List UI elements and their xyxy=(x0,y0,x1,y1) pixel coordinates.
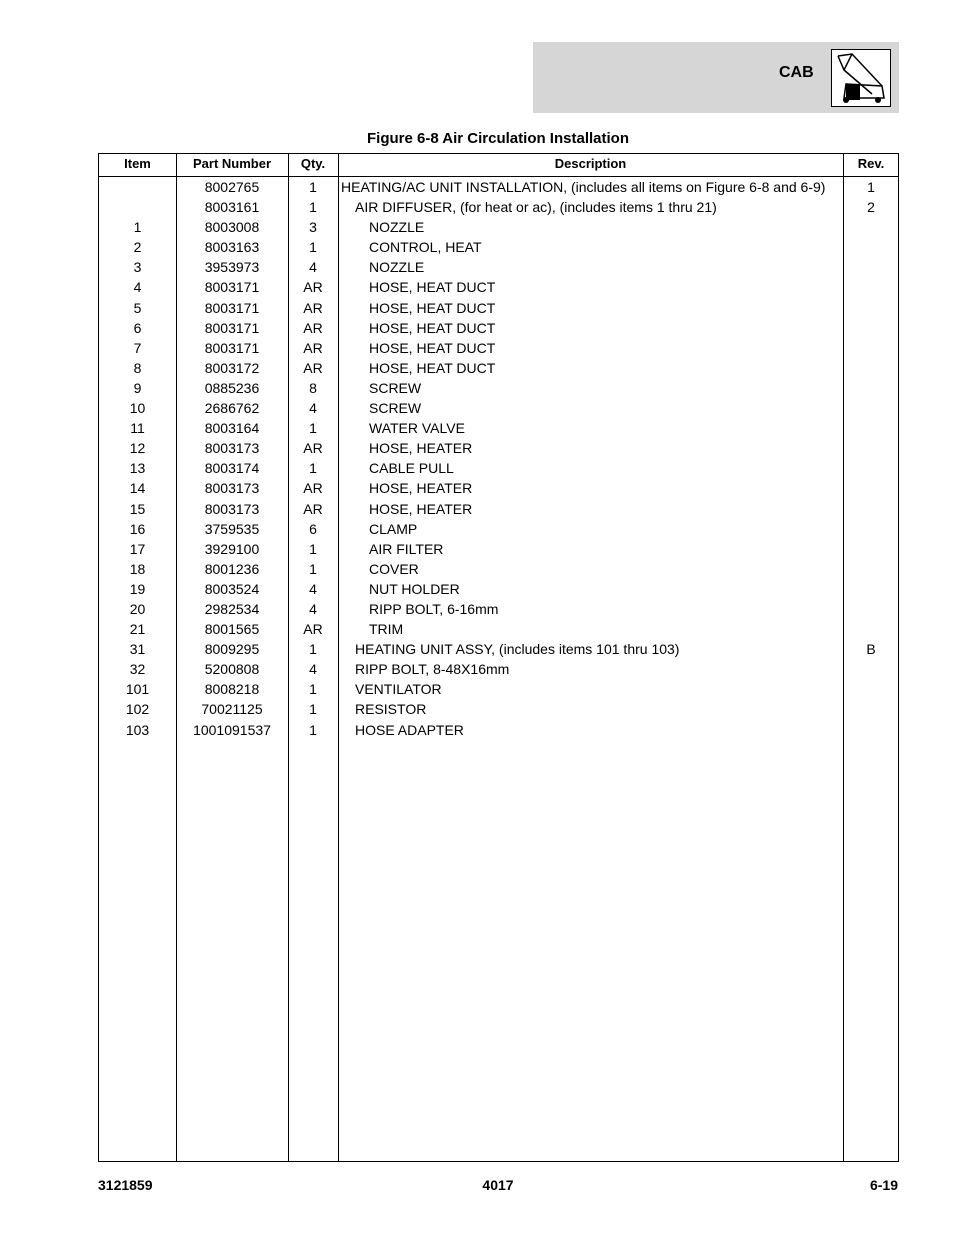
footer-publication-number: 3121859 xyxy=(98,1177,153,1193)
qty-cell: AR xyxy=(303,359,323,376)
item-cell: 2 xyxy=(133,239,142,256)
item-cell: 17 xyxy=(129,540,146,557)
part-number-cell: 8001565 xyxy=(204,621,260,638)
table-row xyxy=(99,237,898,257)
part-number-cell: 3929100 xyxy=(204,540,260,557)
scissor-lift-cab-icon xyxy=(831,49,891,107)
item-cell: 3 xyxy=(133,259,142,276)
qty-cell: AR xyxy=(303,299,323,316)
item-cell: 15 xyxy=(129,500,146,517)
part-number-cell: 0885236 xyxy=(204,379,260,396)
table-row xyxy=(99,499,898,519)
footer-model: 4017 xyxy=(482,1177,514,1193)
part-number-cell: 8003174 xyxy=(204,460,260,477)
item-cell: 4 xyxy=(133,279,142,296)
item-cell: 31 xyxy=(129,641,146,658)
description-cell: RIPP BOLT, 6-16mm xyxy=(369,600,499,617)
item-cell: 16 xyxy=(129,520,146,537)
part-number-cell: 1001091537 xyxy=(193,721,271,738)
table-row xyxy=(99,277,898,297)
qty-cell: 4 xyxy=(309,661,317,678)
table-row xyxy=(99,619,898,639)
part-number-cell: 8009295 xyxy=(204,641,260,658)
table-row xyxy=(99,679,898,699)
qty-cell: 1 xyxy=(309,540,317,557)
qty-cell: 4 xyxy=(309,580,317,597)
description-cell: HOSE, HEATER xyxy=(369,440,473,457)
qty-cell: 1 xyxy=(309,199,317,216)
column-header-rev: Rev. xyxy=(857,156,885,171)
qty-cell: 1 xyxy=(309,179,317,195)
table-row xyxy=(99,378,898,398)
part-number-cell: 8003173 xyxy=(204,440,260,457)
description-cell: TRIM xyxy=(369,621,404,638)
qty-cell: 6 xyxy=(309,520,317,537)
item-cell: 10 xyxy=(129,400,146,417)
description-cell: WATER VALVE xyxy=(369,420,465,437)
item-cell: 12 xyxy=(129,440,146,457)
qty-cell: AR xyxy=(303,319,323,336)
section-title: CAB xyxy=(779,64,814,81)
item-cell: 21 xyxy=(129,621,146,638)
table-row xyxy=(99,539,898,559)
description-cell: HOSE, HEAT DUCT xyxy=(369,319,496,336)
part-number-cell: 2982534 xyxy=(204,600,260,617)
qty-cell: 4 xyxy=(309,600,317,617)
part-number-cell: 8002765 xyxy=(204,179,260,195)
table-row xyxy=(99,338,898,358)
column-header-item: Item xyxy=(124,156,151,171)
qty-cell: AR xyxy=(303,440,323,457)
part-number-cell: 8003524 xyxy=(204,580,260,597)
part-number-cell: 8003171 xyxy=(204,299,260,316)
table-row xyxy=(99,659,898,679)
description-cell: HOSE, HEAT DUCT xyxy=(369,299,496,316)
description-cell: AIR DIFFUSER, (for heat or ac), (includes items 1 thru 21) xyxy=(355,199,717,216)
description-cell: HOSE, HEATER xyxy=(369,480,473,497)
item-cell: 9 xyxy=(133,379,142,396)
table-row xyxy=(99,418,898,438)
part-number-cell: 3759535 xyxy=(204,520,260,537)
item-cell: 8 xyxy=(133,359,142,376)
description-cell: CABLE PULL xyxy=(369,460,454,477)
qty-cell: 1 xyxy=(309,239,317,256)
qty-cell: 4 xyxy=(309,259,317,276)
item-cell: 5 xyxy=(133,299,142,316)
table-row xyxy=(99,438,898,458)
description-cell: NUT HOLDER xyxy=(369,580,460,597)
description-cell: CONTROL, HEAT xyxy=(369,239,482,256)
part-number-cell: 8003171 xyxy=(204,279,260,296)
qty-cell: 8 xyxy=(309,379,317,396)
part-number-cell: 8003164 xyxy=(204,420,260,437)
table-row xyxy=(99,519,898,539)
table-row xyxy=(99,257,898,277)
description-cell: COVER xyxy=(369,560,419,577)
footer-page-number: 6-19 xyxy=(869,1177,898,1193)
table-row xyxy=(99,217,898,237)
rev-cell: 2 xyxy=(867,199,875,216)
description-cell: HOSE ADAPTER xyxy=(355,721,464,738)
column-header-part-number: Part Number xyxy=(192,156,272,171)
column-header-qty: Qty. xyxy=(300,156,326,171)
table-body xyxy=(99,177,898,740)
part-number-cell: 5200808 xyxy=(204,661,260,678)
description-cell: RIPP BOLT, 8-48X16mm xyxy=(355,661,510,678)
qty-cell: AR xyxy=(303,480,323,497)
part-number-cell: 8008218 xyxy=(204,681,260,698)
qty-cell: AR xyxy=(303,621,323,638)
description-cell: HEATING/AC UNIT INSTALLATION, (includes all items on Figure 6-8 and 6-9) xyxy=(341,179,826,195)
part-number-cell: 2686762 xyxy=(204,400,260,417)
part-number-cell: 8001236 xyxy=(204,560,260,577)
table-row xyxy=(99,579,898,599)
description-cell: HOSE, HEATER xyxy=(369,500,473,517)
table-row xyxy=(99,639,898,659)
table-row xyxy=(99,398,898,418)
description-cell: NOZZLE xyxy=(369,219,425,236)
item-cell: 102 xyxy=(125,701,150,718)
item-cell: 7 xyxy=(133,339,142,356)
item-cell: 14 xyxy=(129,480,146,497)
part-number-cell: 8003171 xyxy=(204,319,260,336)
table-row xyxy=(99,458,898,478)
rev-cell: 1 xyxy=(867,179,875,195)
item-cell: 103 xyxy=(125,721,150,738)
item-cell: 6 xyxy=(133,319,142,336)
part-number-cell: 8003172 xyxy=(204,359,260,376)
description-cell: HOSE, HEAT DUCT xyxy=(369,279,496,296)
description-cell: SCREW xyxy=(369,379,422,396)
table-row xyxy=(99,559,898,579)
part-number-cell: 8003173 xyxy=(204,480,260,497)
item-cell: 20 xyxy=(129,600,146,617)
rev-cell: B xyxy=(866,641,876,658)
part-number-cell: 8003173 xyxy=(204,500,260,517)
table-row xyxy=(99,599,898,619)
qty-cell: AR xyxy=(303,279,323,296)
item-cell: 11 xyxy=(130,420,145,437)
qty-cell: 3 xyxy=(309,219,317,236)
table-row xyxy=(99,298,898,318)
qty-cell: 1 xyxy=(309,721,317,738)
part-number-cell: 8003008 xyxy=(204,219,260,236)
description-cell: RESISTOR xyxy=(355,701,427,718)
table-row xyxy=(99,699,898,719)
part-number-cell: 8003171 xyxy=(204,339,260,356)
description-cell: HOSE, HEAT DUCT xyxy=(369,359,496,376)
table-row xyxy=(99,478,898,498)
figure-title: Figure 6-8 Air Circulation Installation xyxy=(367,130,629,147)
item-cell: 1 xyxy=(133,219,142,236)
part-number-cell: 3953973 xyxy=(204,259,260,276)
description-cell: CLAMP xyxy=(369,520,418,537)
description-cell: HOSE, HEAT DUCT xyxy=(369,339,496,356)
qty-cell: AR xyxy=(303,339,323,356)
description-cell: SCREW xyxy=(369,400,422,417)
item-cell: 32 xyxy=(129,661,146,678)
column-header-description: Description xyxy=(554,156,627,171)
table-row xyxy=(99,720,898,740)
table-row xyxy=(99,358,898,378)
part-number-cell: 70021125 xyxy=(201,701,263,718)
description-cell: HEATING UNIT ASSY, (includes items 101 thru 103) xyxy=(355,641,680,658)
qty-cell: 1 xyxy=(309,560,317,577)
qty-cell: 1 xyxy=(309,701,317,718)
description-cell: NOZZLE xyxy=(369,259,425,276)
table-row xyxy=(99,177,898,197)
qty-cell: AR xyxy=(303,500,323,517)
qty-cell: 1 xyxy=(309,681,317,698)
item-cell: 19 xyxy=(129,580,146,597)
description-cell: VENTILATOR xyxy=(355,681,442,698)
table-row xyxy=(99,318,898,338)
table-row xyxy=(99,197,898,217)
qty-cell: 1 xyxy=(309,420,317,437)
qty-cell: 1 xyxy=(309,641,317,658)
item-cell: 13 xyxy=(129,460,146,477)
qty-cell: 4 xyxy=(309,400,317,417)
qty-cell: 1 xyxy=(309,460,317,477)
part-number-cell: 8003161 xyxy=(204,199,260,216)
item-cell: 101 xyxy=(125,681,150,698)
item-cell: 18 xyxy=(129,560,146,577)
part-number-cell: 8003163 xyxy=(204,239,260,256)
description-cell: AIR FILTER xyxy=(369,540,444,557)
parts-table xyxy=(98,153,899,1162)
